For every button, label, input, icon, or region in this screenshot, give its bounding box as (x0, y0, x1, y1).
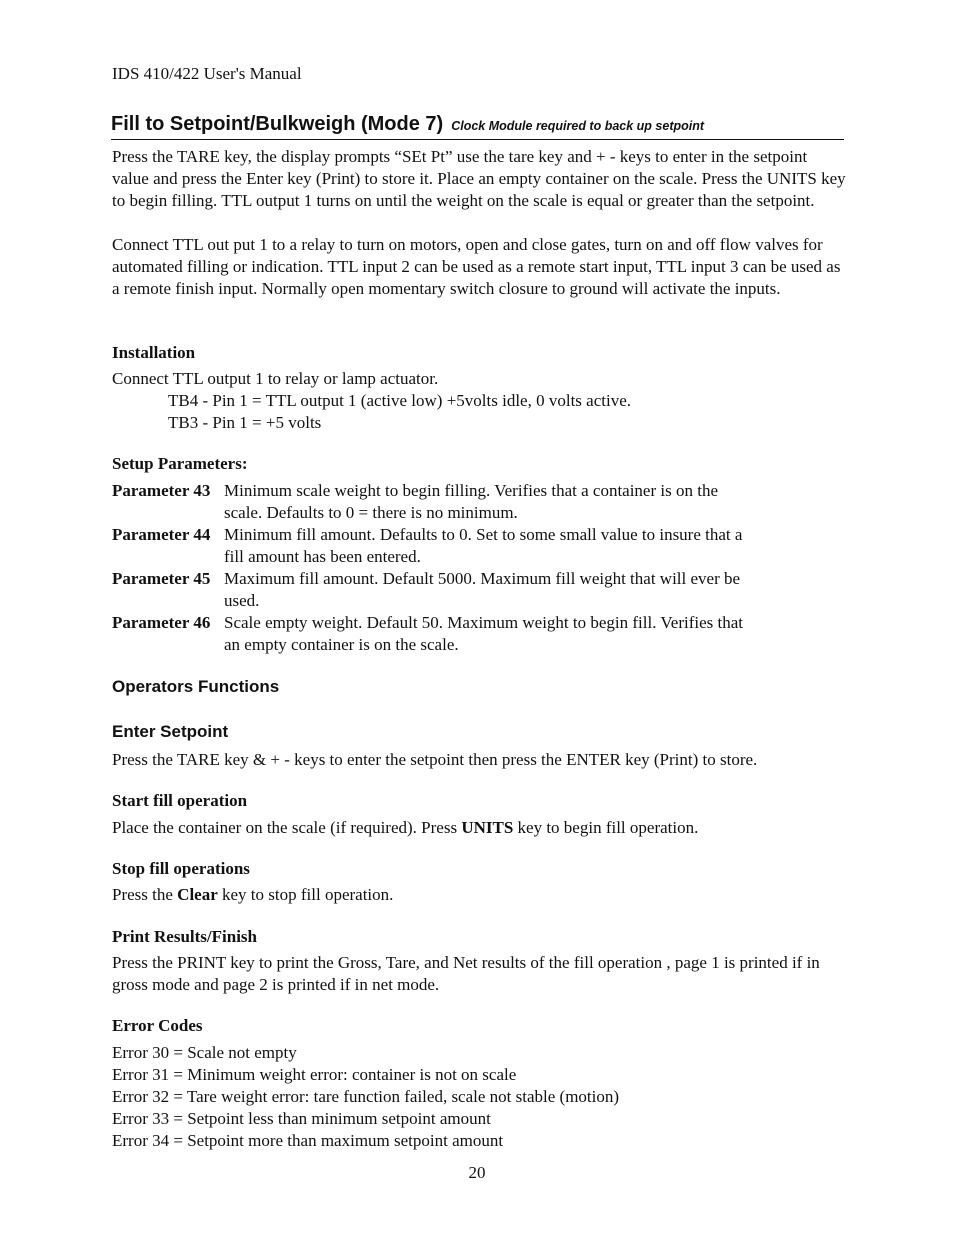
enter-setpoint-text: Press the TARE key & + - keys to enter the setpoint then press the ENTER key (Print) to store. (112, 750, 758, 769)
setup-heading: Setup Parameters: (112, 454, 248, 473)
intro-paragraph-1: Press the TARE key, the display prompts “SEt Pt” use the tare key and + - keys to enter in the setpoint value and press the Enter key (Print) to store it. Place an empty container on the scale. Press the UNITS key to begin filling. TTL output 1 turns on until the weight on the scale is equal or greater than the setpoint. (112, 147, 846, 210)
parameter-row (112, 612, 847, 656)
start-fill-text-post: key to begin fill operation. (513, 818, 699, 837)
parameter-label: Parameter 44 (112, 525, 211, 544)
parameter-label: Parameter 46 (112, 613, 211, 632)
start-fill-heading: Start fill operation (112, 791, 248, 810)
parameter-text: Minimum scale weight to begin filling. Verifies that a container is on the scale. Defaults to 0 = there is no minimum. (224, 481, 718, 522)
stop-fill-text (112, 884, 847, 906)
clear-key-name: Clear (177, 885, 218, 904)
error-code-item: Error 31 = Minimum weight error: container is not on scale (112, 1065, 517, 1084)
stop-fill-text-pre: Press the (112, 885, 178, 904)
parameter-row (112, 568, 847, 612)
error-codes-heading: Error Codes (112, 1016, 203, 1035)
start-fill-text-pre: Place the container on the scale (if required). Press (112, 818, 462, 837)
error-code-item: Error 32 = Tare weight error: tare function failed, scale not stable (motion) (112, 1087, 620, 1106)
error-code-item: Error 33 = Setpoint less than minimum setpoint amount (112, 1109, 491, 1128)
stop-fill-heading: Stop fill operations (112, 859, 250, 878)
parameter-text: Minimum fill amount. Defaults to 0. Set to some small value to insure that a fill amount has been entered. (224, 525, 743, 566)
installation-line-2: TB4 - Pin 1 = TTL output 1 (active low) +5volts idle, 0 volts active. (168, 391, 632, 410)
section-title: Fill to Setpoint/Bulkweigh (Mode 7) (111, 113, 444, 135)
operators-heading: Operators Functions (112, 677, 280, 696)
parameter-text: Maximum fill amount. Default 5000. Maximum fill weight that will ever be used. (224, 569, 741, 610)
parameter-label: Parameter 43 (112, 481, 211, 500)
parameter-label: Parameter 45 (112, 569, 211, 588)
installation-line-1: Connect TTL output 1 to relay or lamp actuator. (112, 369, 439, 388)
error-code-list (112, 1042, 847, 1152)
parameter-text: Scale empty weight. Default 50. Maximum weight to begin fill. Verifies that an empty container is on the scale. (224, 613, 744, 654)
installation-line-3: TB3 - Pin 1 = +5 volts (168, 413, 322, 432)
section-title-block (111, 113, 844, 140)
parameter-row (112, 524, 847, 568)
intro-paragraph-2: Connect TTL out put 1 to a relay to turn on motors, open and close gates, turn on and off flow valves for automated filling or indication. TTL input 2 can be used as a remote start input, TTL input 3 can be used as a remote finish input. Normally open momentary switch closure to ground will activate the inputs. (112, 235, 841, 298)
stop-fill-text-post: key to stop fill operation. (217, 885, 394, 904)
start-fill-text (112, 817, 847, 839)
print-results-text: Press the PRINT key to print the Gross, Tare, and Net results of the fill operation , page 1 is printed if in gross mode and page 2 is printed if in net mode. (112, 953, 820, 994)
running-header: IDS 410/422 User's Manual (112, 64, 302, 83)
parameter-list (112, 480, 847, 656)
installation-heading: Installation (112, 343, 196, 362)
print-results-heading: Print Results/Finish (112, 927, 257, 946)
error-code-item: Error 30 = Scale not empty (112, 1043, 297, 1062)
enter-setpoint-heading: Enter Setpoint (112, 722, 229, 741)
parameter-row (112, 480, 847, 524)
page-number: 20 (468, 1163, 486, 1182)
section-title-note: Clock Module required to back up setpoint (451, 119, 705, 133)
error-code-item: Error 34 = Setpoint more than maximum setpoint amount (112, 1131, 504, 1150)
units-key-name: UNITS (461, 818, 514, 837)
